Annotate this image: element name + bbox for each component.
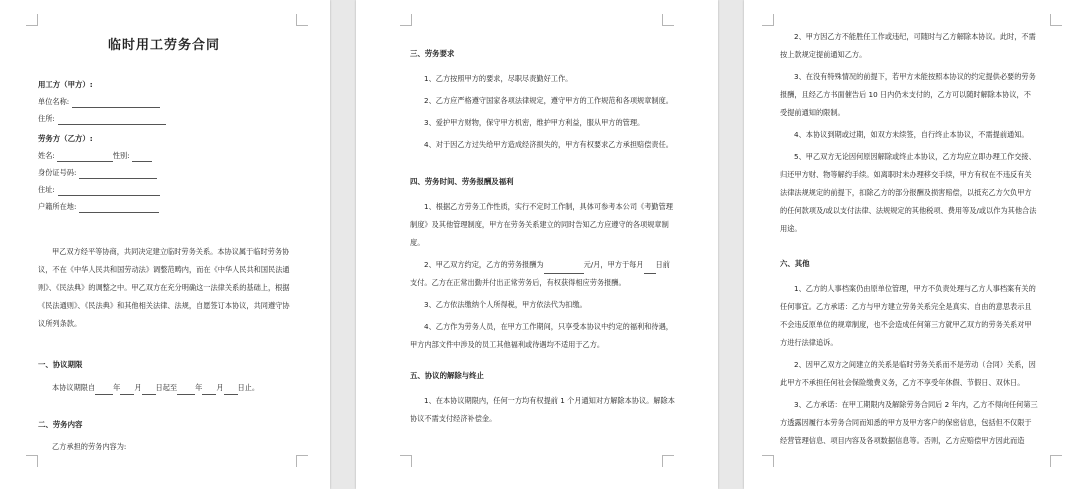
field-label: 姓名:: [38, 151, 55, 160]
field-label: 户籍所在地:: [38, 202, 77, 211]
field-company-name: [38, 96, 290, 108]
field-address-b: [38, 184, 290, 196]
crop-mark: [26, 14, 38, 26]
agreement-term: 本协议期限自 年 月 日起至 年 月 日止。: [38, 381, 290, 395]
sec5-item: 4、本协议到期或过期，如双方未续签，自行终止本协议，不需提前通知。: [794, 130, 1029, 139]
crop-mark: [296, 14, 308, 26]
crop-mark: [762, 455, 774, 467]
field-address-a: [38, 113, 290, 125]
sec5-item: 5、甲乙双方无论因何原因解除或终止本协议，乙方均应立即办理工作交接、归还甲方财、物等解约手续。如离职时未办理移交手续，甲方有权在不违反有关法律法规规定的前提下，扣除乙方的部分报酬及损害赔偿，以抵充乙方欠负甲方的任何款项及/或以支付法律、法规规定的其他税项、费用等及/或以作为其他合法用途。: [780, 152, 1037, 233]
blank-line[interactable]: [58, 116, 166, 125]
sec6-item: 3、乙方承诺：在甲工期限内及解除劳务合同后 2 年内，乙方不得向任何第三方透露因履行本劳务合同而知悉的甲方及甲方客户的保密信息，包括但不仅限于经营管理信息、项目内容及各项数据信息等。否则，乙方应赔偿甲方因此而造: [780, 400, 1038, 445]
document-page-1: [0, 0, 330, 489]
crop-mark: [26, 455, 38, 467]
party-b-heading: 劳务方（乙方）:: [38, 134, 93, 143]
party-a-heading: 用工方（甲方）:: [38, 80, 93, 89]
sec4-item: 4、乙方作为劳务人员，在甲方工作期间，只享受本协议中约定的福利和待遇，甲方内部文件中涉及的员工其他福利或待遇均不适用于乙方。: [410, 322, 673, 349]
crop-mark: [1050, 455, 1062, 467]
sec5-item: 1、在本协议期限内，任何一方均有权提前 1 个月通知对方解除本协议。解除本协议不需支付经济补偿金。: [410, 396, 675, 423]
sec5-item: 3、在没有特殊情况的前提下，若甲方未能按照本协议的约定提供必要的劳务报酬，且经乙方书面催告后 10 日内仍未支付的，乙方可以随时解除本协议，不受提前通知的限制。: [780, 72, 1036, 117]
blank-line[interactable]: [57, 153, 113, 162]
field-household: [38, 201, 290, 213]
section-4-title: 四、劳务时间、劳务报酬及福利: [410, 177, 514, 186]
document-page-3: [744, 0, 1080, 489]
crop-mark: [1050, 14, 1062, 26]
section-5-title: 五、协议的解除与终止: [410, 371, 484, 380]
sec4-item: 1、根据乙方劳务工作性质，实行不定时工作制，具体可参考本公司《考勤管理制度》及其他管理制度，甲方在劳务关系建立的同时告知乙方应遵守的各项规章制度。: [410, 202, 673, 247]
blank-line[interactable]: [72, 99, 160, 108]
sec3-item: 1、乙方按照甲方的要求，尽职尽责勤好工作。: [424, 74, 573, 83]
sec4-item: 3、乙方依法缴纳个人所得税，甲方依法代为扣缴。: [424, 300, 587, 309]
field-label: 单位名称:: [38, 97, 70, 106]
sec6-item: 2、因甲乙双方之间建立的关系是临时劳务关系而不是劳动（合同）关系，因此甲方不承担任何社会保险缴费义务，乙方不享受年休假、节假日、双休日。: [780, 360, 1036, 387]
contract-title: 临时用工劳务合同: [107, 38, 220, 53]
section-2-title: 二、劳务内容: [38, 420, 83, 429]
blank-line[interactable]: [79, 204, 159, 213]
sec3-item: 2、乙方应严格遵守国家各项法律规定，遵守甲方的工作规范和各项规章制度。: [424, 96, 673, 105]
document-page-2: [356, 0, 718, 489]
field-label: 性别:: [112, 151, 130, 160]
field-label: 身份证号码:: [38, 168, 77, 177]
field-label: 住址:: [38, 185, 55, 194]
crop-mark: [400, 455, 412, 467]
sec6-item: 1、乙方的人事档案仍由原单位管理，甲方不负责处理与乙方人事档案有关的任何事宜。乙方承诺：乙方与甲方建立劳务关系完全是真实、自由的意思表示且不会违反原单位的规章制度，也不会造成任何第三方就甲乙双方的劳务关系对甲方进行法律追诉。: [780, 284, 1036, 347]
section-6-title: 六、其他: [780, 259, 810, 268]
blank-line[interactable]: [79, 170, 157, 179]
field-name-gender: [38, 150, 290, 162]
crop-mark: [662, 14, 674, 26]
sec3-item: 4、对于因乙方过失给甲方造成经济损失的，甲方有权要求乙方承担赔偿责任。: [424, 140, 673, 149]
blank-line[interactable]: [132, 153, 152, 162]
crop-mark: [762, 14, 774, 26]
blank-line[interactable]: [58, 187, 160, 196]
labor-content: 乙方承担的劳务内容为:: [52, 442, 127, 451]
field-id-number: [38, 167, 290, 179]
section-3-title: 三、劳务要求: [410, 49, 455, 58]
sec5-item: 2、甲方因乙方不能胜任工作或违纪，可随时与乙方解除本协议。此时，不需按上款规定提前通知乙方。: [780, 32, 1036, 59]
sec4-item-pay: 2、甲乙双方约定，乙方的劳务报酬为 元/月，甲方于每月 日前支付。乙方在正常出勤并付出正常劳务后，有权获得相应劳务报酬。: [410, 260, 670, 287]
field-label: 住所:: [38, 114, 55, 123]
crop-mark: [296, 455, 308, 467]
sec3-item: 3、爱护甲方财物，保守甲方机密，维护甲方利益，服从甲方的管理。: [424, 118, 645, 127]
section-1-title: 一、协议期限: [38, 360, 83, 369]
intro-paragraph: 甲乙双方经平等协商，共同决定建立临时劳务关系。本协议属于临时劳务协议，不在《中华人民共和国劳动法》调整范畴内，而在《中华人民共和国民法通则》、《民法典》的调整之中。甲乙双方在充分明确这一法律关系的基础上，根据《民法通则》、《民法典》和其他相关法律、法规，自愿签订本协议，共同遵守协议所列条款。: [38, 247, 290, 328]
crop-mark: [662, 455, 674, 467]
crop-mark: [400, 14, 412, 26]
